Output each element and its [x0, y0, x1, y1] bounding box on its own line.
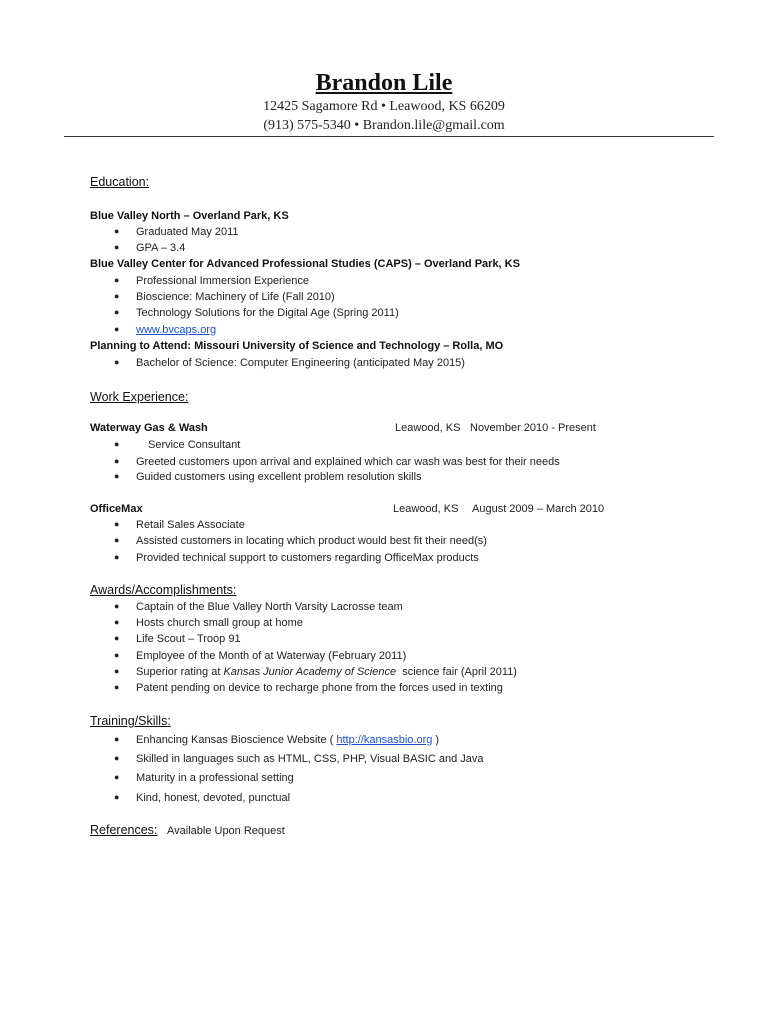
education-heading: Education:: [90, 175, 150, 189]
list-item: ● Maturity in a professional setting: [114, 772, 294, 784]
list-item: ● Patent pending on device to recharge phone from the forces used in texting: [114, 682, 503, 694]
list-item: ● Bioscience: Machinery of Life (Fall 2010): [114, 291, 335, 303]
address-line: 12425 Sagamore Rd • Leawood, KS 66209: [263, 99, 505, 114]
list-item: ● Captain of the Blue Valley North Varsity Lacrosse team: [114, 601, 403, 613]
list-item: ● Life Scout – Troop 91: [114, 633, 241, 645]
list-item: ● Superior rating at Kansas Junior Academy of Science science fair (April 2011): [114, 666, 517, 678]
list-item: ● Greeted customers upon arrival and explained which car wash was best for their needs: [114, 456, 560, 468]
list-item: ● Assisted customers in locating which product would best fit their need(s): [114, 535, 487, 547]
list-item: ● Service Consultant: [114, 439, 241, 451]
phone-email-line: (913) 575-5340 • Brandon.lile@gmail.com: [263, 118, 505, 133]
job-dates: November 2010 - Present: [470, 422, 596, 434]
job-officemax: OfficeMax: [90, 503, 143, 515]
list-item: ● Employee of the Month of at Waterway (February 2011): [114, 650, 407, 662]
school-missouri-st: Planning to Attend: Missouri University of Science and Technology – Rolla, MO: [90, 340, 504, 352]
list-item: ● Skilled in languages such as HTML, CSS, PHP, Visual BASIC and Java: [114, 753, 484, 765]
references-value: Available Upon Request: [167, 825, 285, 837]
work-heading: Work Experience:: [90, 390, 189, 404]
list-item: ● Graduated May 2011: [114, 226, 239, 238]
list-item: ● Kind, honest, devoted, punctual: [114, 792, 291, 804]
job-location: Leawood, KS: [395, 422, 461, 434]
list-item: ● Professional Immersion Experience: [114, 275, 310, 287]
list-item: ● www.bvcaps.org: [114, 324, 217, 336]
skills-heading: Training/Skills:: [90, 714, 171, 728]
list-item: ● Technology Solutions for the Digital Age (Spring 2011): [114, 307, 399, 319]
list-item: ● GPA – 3.4: [114, 242, 186, 254]
list-item: ● Provided technical support to customers regarding OfficeMax products: [114, 552, 479, 564]
list-item: ● Guided customers using excellent problem resolution skills: [114, 471, 422, 483]
list-item: ● Retail Sales Associate: [114, 519, 245, 531]
school-caps: Blue Valley Center for Advanced Professional Studies (CAPS) – Overland Park, KS: [90, 258, 520, 270]
job-location: Leawood, KS: [393, 503, 459, 515]
job-dates: August 2009 – March 2010: [472, 503, 605, 515]
kansasbio-link[interactable]: http://kansasbio.org: [336, 734, 433, 746]
school-blue-valley-north: Blue Valley North – Overland Park, KS: [90, 210, 289, 222]
bvcaps-link[interactable]: www.bvcaps.org: [136, 324, 217, 336]
header-divider: [64, 136, 714, 137]
job-waterway: Waterway Gas & Wash: [90, 422, 208, 434]
list-item: ● Bachelor of Science: Computer Engineering (anticipated May 2015): [114, 357, 465, 369]
references-heading: References:: [90, 823, 158, 837]
awards-heading: Awards/Accomplishments:: [90, 583, 237, 597]
list-item: ● Hosts church small group at home: [114, 617, 303, 629]
candidate-name: Brandon Lile: [315, 70, 453, 96]
list-item: ● Enhancing Kansas Bioscience Website ( http://kansasbio.org ): [114, 734, 440, 746]
